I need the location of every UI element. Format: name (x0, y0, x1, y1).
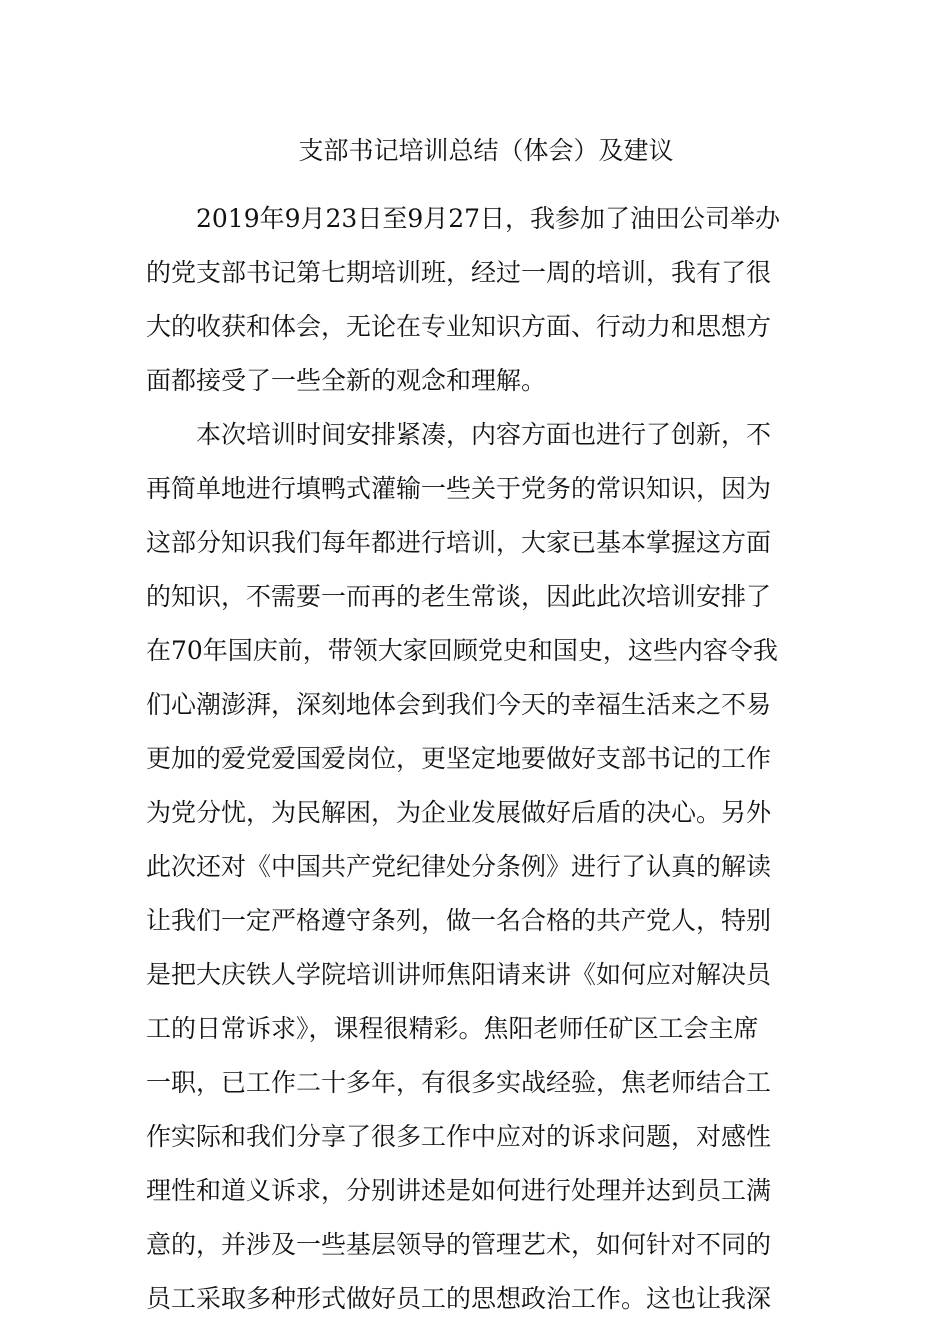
body-line: 的党支部书记第七期培训班，经过一周的培训，我有了很 (146, 258, 772, 287)
document-body (146, 192, 810, 1326)
body-line: 本次培训时间安排紧凑，内容方面也进行了创新，不 (196, 420, 772, 449)
body-line: 2019年9月23日至9月27日，我参加了油田公司举办 (196, 204, 781, 233)
body-line: 再简单地进行填鸭式灌输一些关于党务的常识知识，因为 (146, 474, 772, 503)
body-line: 们心潮澎湃，深刻地体会到我们今天的幸福生活来之不易 (146, 690, 772, 719)
document-title: 支部书记培训总结（体会）及建议 (298, 136, 674, 165)
body-line: 一职，已工作二十多年，有很多实战经验，焦老师结合工 (146, 1068, 772, 1097)
body-line: 是把大庆铁人学院培训讲师焦阳请来讲《如何应对解决员 (146, 960, 772, 989)
body-line: 此次还对《中国共产党纪律处分条例》进行了认真的解读 (146, 852, 772, 881)
body-line: 更加的爱党爱国爱岗位，更坚定地要做好支部书记的工作 (146, 744, 772, 773)
body-line: 意的，并涉及一些基层领导的管理艺术，如何针对不同的 (146, 1230, 772, 1259)
body-line: 面都接受了一些全新的观念和理解。 (146, 366, 547, 395)
body-line: 大的收获和体会，无论在专业知识方面、行动力和思想方 (146, 312, 772, 341)
body-line: 的知识，不需要一而再的老生常谈，因此此次培训安排了 (146, 582, 772, 611)
body-line: 员工采取多种形式做好员工的思想政治工作。这也让我深 (146, 1284, 772, 1313)
body-line: 在70年国庆前，带领大家回顾党史和国史，这些内容令我 (146, 636, 778, 665)
body-line: 这部分知识我们每年都进行培训，大家已基本掌握这方面 (146, 528, 772, 557)
body-line: 作实际和我们分享了很多工作中应对的诉求问题，对感性 (146, 1122, 772, 1151)
body-line: 工的日常诉求》，课程很精彩。焦阳老师任矿区工会主席 (146, 1014, 759, 1043)
body-line: 理性和道义诉求，分别讲述是如何进行处理并达到员工满 (146, 1176, 772, 1205)
body-line: 让我们一定严格遵守条列，做一名合格的共产党人，特别 (146, 906, 772, 935)
body-line: 为党分忧，为民解困，为企业发展做好后盾的决心。另外 (146, 798, 772, 827)
